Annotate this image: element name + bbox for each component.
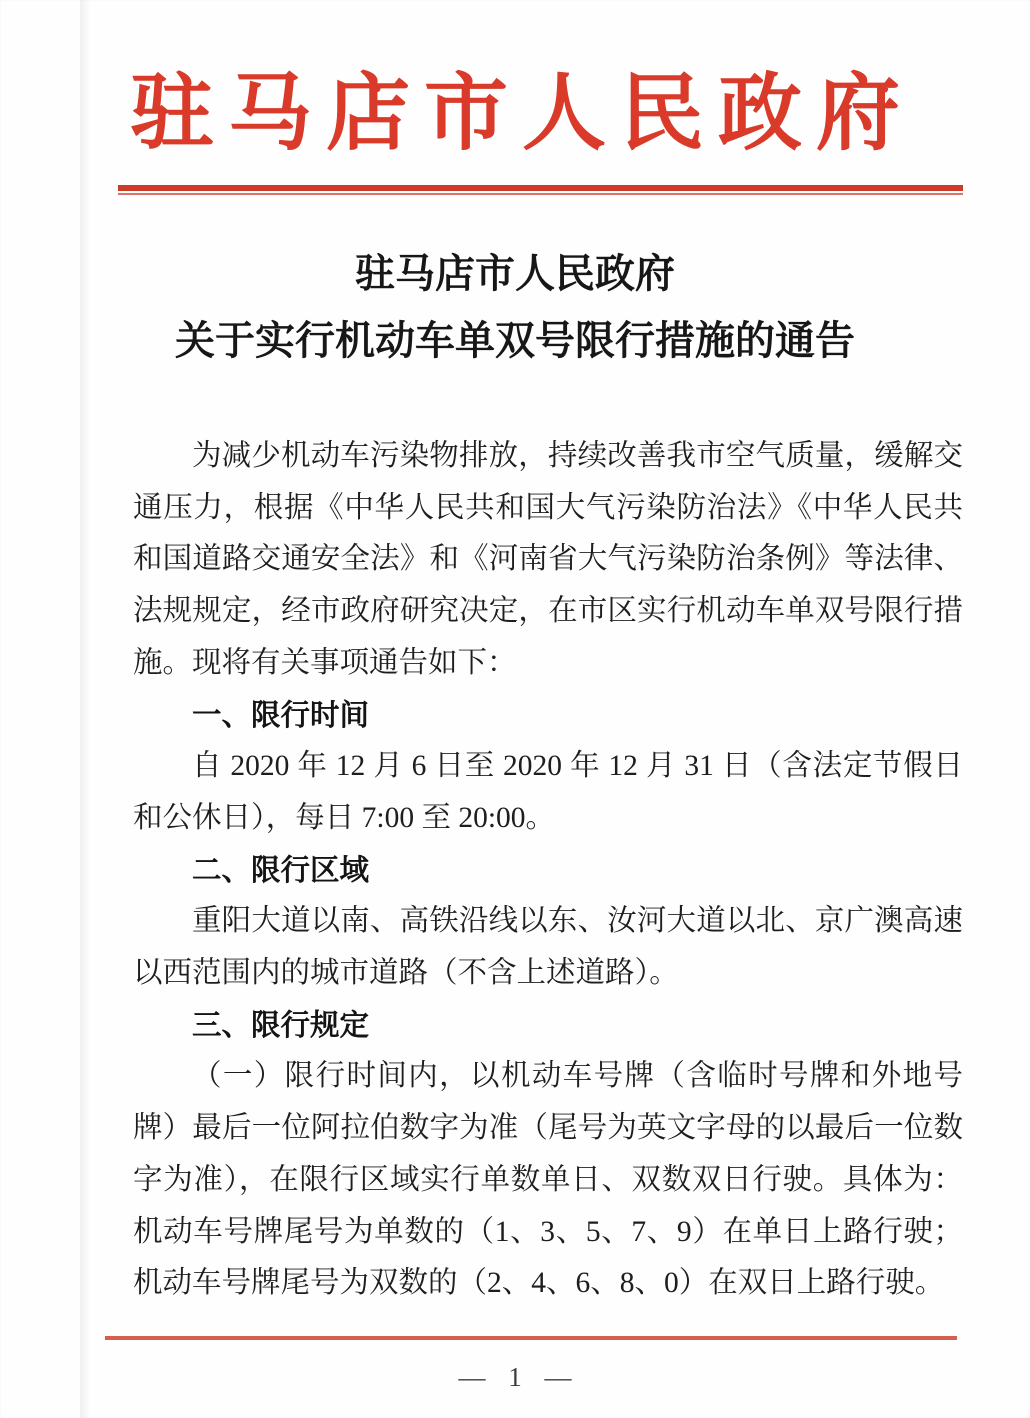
body-section-heading: 一、限行时间 (192, 698, 370, 732)
scan-edge-shadow (80, 0, 90, 1418)
body-section-heading: 三、限行规定 (192, 1008, 370, 1042)
document-title-line2: 关于实行机动车单双号限行措施的通告 (175, 318, 855, 363)
letterhead-agency-name: 驻马店市人民政府 (129, 68, 914, 161)
body-section-heading: 二、限行区域 (192, 853, 370, 887)
body-paragraph: 自 2020 年 12 月 6 日至 2020 年 12 月 31 日（含法定节假日和公休日），每日 7:00 至 20:00。 (133, 750, 963, 834)
document-body (133, 431, 963, 1310)
document-title-line1: 驻马店市人民政府 (355, 251, 675, 296)
body-paragraph: （一）限行时间内，以机动车号牌（含临时号牌和外地号牌）最后一位阿拉伯数字为准（尾号为英文字母的以最后一位数字为准），在限行区域实行单数单日、双数双日行驶。具体为：机动车号牌尾号为单数的（1、3、5、7、9）在单日上路行驶；机动车号牌尾号为双数的（2、4、6、8、0）在双日上路行驶。 (133, 1060, 963, 1300)
page-number: — 1 — (458, 1362, 572, 1392)
body-paragraph: 为减少机动车污染物排放，持续改善我市空气质量，缓解交通压力，根据《中华人民共和国大气污染防治法》《中华人民共和国道路交通安全法》和《河南省大气污染防治条例》等法律、法规规定，经市政府研究决定，在市区实行机动车单双号限行措施。现将有关事项通告如下： (133, 440, 963, 679)
document-title (0, 240, 1030, 374)
footer-rule (105, 1336, 957, 1340)
letterhead-double-rule (118, 185, 963, 195)
body-paragraph: 重阳大道以南、高铁沿线以东、汝河大道以北、京广澳高速以西范围内的城市道路（不含上述道路）。 (133, 905, 963, 990)
